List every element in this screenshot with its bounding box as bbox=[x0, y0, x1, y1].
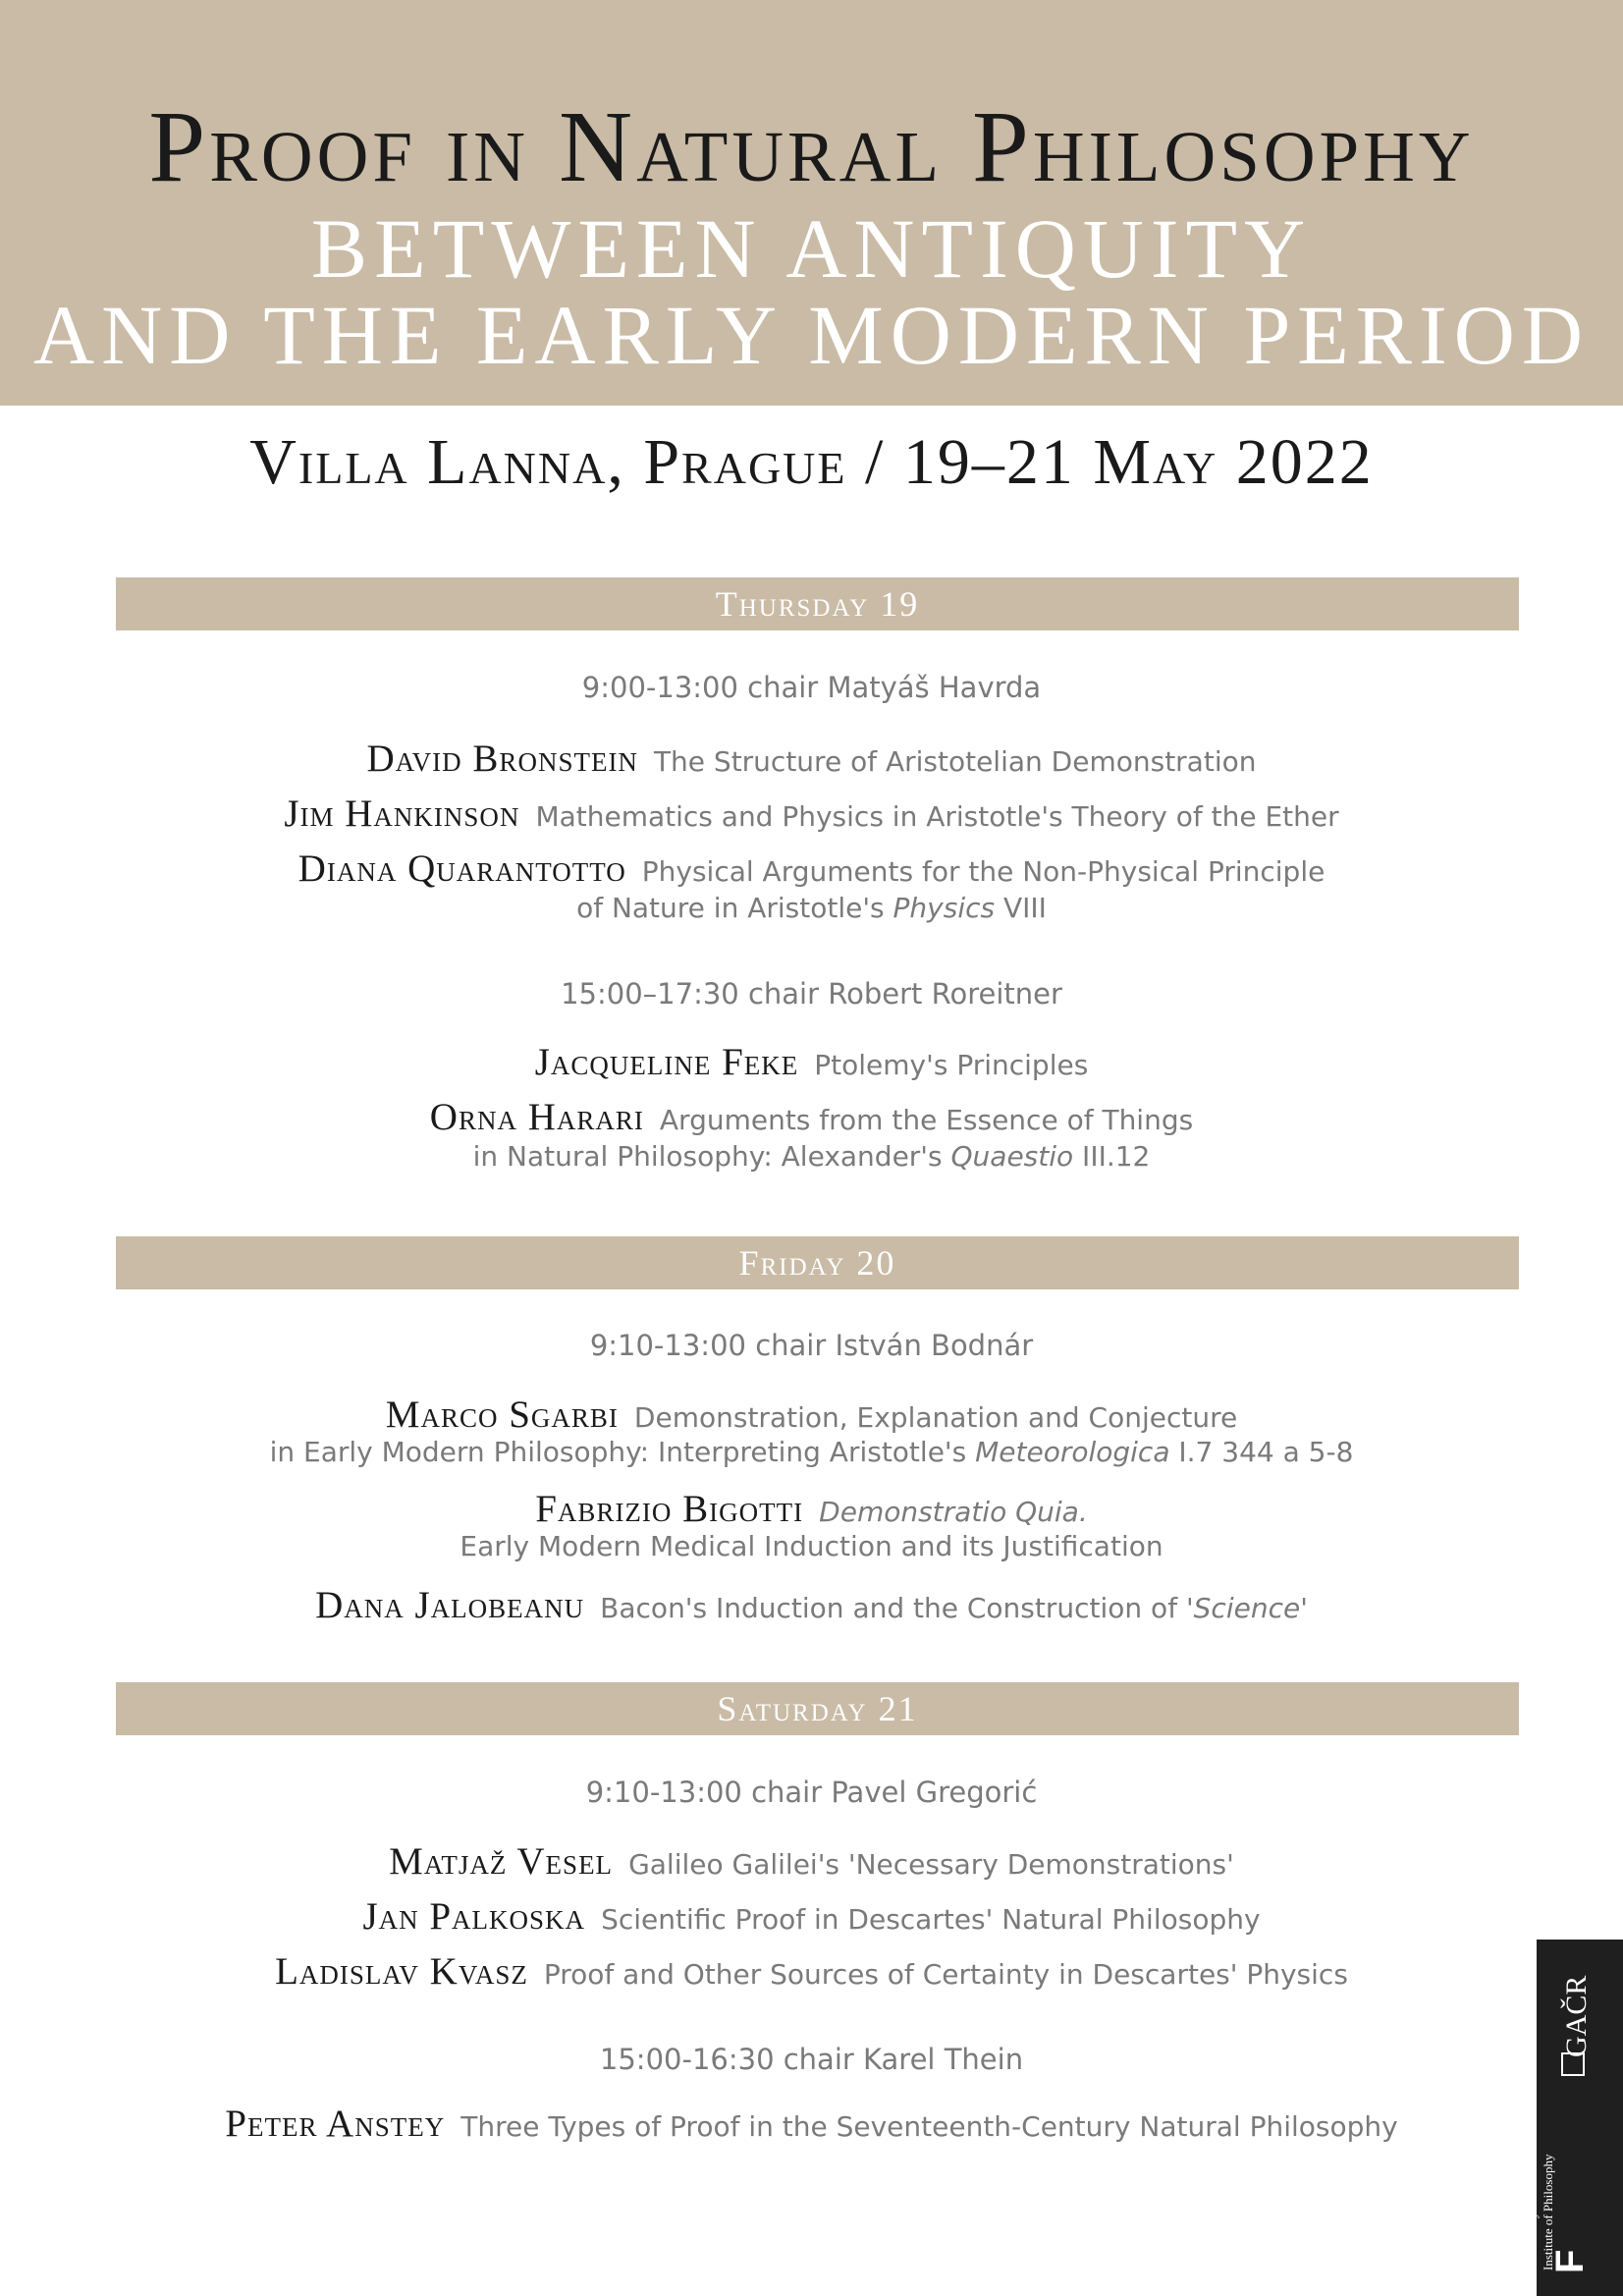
subtitle-line-2: AND THE EARLY MODERN PERIOD bbox=[32, 288, 1591, 382]
talk-item bbox=[0, 1040, 1623, 1086]
speaker-name: Ladislav Kvasz bbox=[275, 1950, 528, 1993]
header-banner bbox=[0, 0, 1623, 406]
session-time-chair: 15:00-16:30 chair Karel Thein bbox=[599, 2043, 1024, 2076]
talk-item bbox=[0, 792, 1623, 838]
talk-title: Proof and Other Sources of Certainty in Descartes' Physics bbox=[543, 1958, 1348, 1991]
institute-logo-text: Filosofický ústav AV ČR Institute of Philosophy bbox=[1525, 2143, 1555, 2270]
talk-title: Three Types of Proof in the Seventeenth-Century Natural Philosophy bbox=[460, 2110, 1398, 2143]
talk-title: Mathematics and Physics in Aristotle's Theory of the Ether bbox=[535, 800, 1339, 833]
talk-title: Physical Arguments for the Non-Physical Principle bbox=[641, 855, 1325, 888]
speaker-name: Jacqueline Feke bbox=[534, 1041, 799, 1083]
gacr-logo: GAČR bbox=[1560, 1975, 1593, 2057]
talk-title: Ptolemy's Principles bbox=[814, 1049, 1089, 1081]
speaker-name: Fabrizio Bigotti bbox=[535, 1488, 804, 1530]
talk-title-continuation: in Early Modern Philosophy: Interpreting Aristotle's Meteorologica I.7 344 a 5-8 bbox=[269, 1436, 1354, 1468]
talk-item bbox=[0, 847, 1623, 893]
talk-title: Galileo Galilei's 'Necessary Demonstrations' bbox=[628, 1848, 1234, 1881]
talk-item bbox=[0, 1894, 1623, 1941]
speaker-name: Diana Quarantotto bbox=[298, 847, 626, 890]
session-time-chair: 9:00-13:00 chair Matyáš Havrda bbox=[581, 671, 1042, 704]
session-time-chair: 15:00–17:30 chair Robert Roreitner bbox=[561, 977, 1062, 1011]
day-header-thursday: Thursday 19 bbox=[116, 577, 1519, 630]
day-header-friday: Friday 20 bbox=[116, 1236, 1519, 1289]
session-time-chair: 9:10-13:00 chair Pavel Gregorić bbox=[585, 1776, 1038, 1809]
talk-item bbox=[0, 1487, 1623, 1533]
speaker-name: Peter Anstey bbox=[225, 2103, 446, 2145]
institute-logo-mark: F bbox=[1548, 2249, 1592, 2273]
talk-item bbox=[0, 1095, 1623, 1141]
speaker-name: David Bronstein bbox=[366, 738, 638, 780]
talk-item bbox=[0, 1393, 1623, 1439]
talk-title: Demonstration, Explanation and Conjecture bbox=[633, 1401, 1238, 1434]
talk-title: Scientific Proof in Descartes' Natural Philosophy bbox=[601, 1903, 1261, 1936]
talk-title-continuation: in Natural Philosophy: Alexander's Quaestio III.12 bbox=[472, 1140, 1151, 1173]
talk-item bbox=[0, 1839, 1623, 1886]
session-time-chair: 9:10-13:00 chair István Bodnár bbox=[589, 1329, 1034, 1362]
speaker-name: Orna Harari bbox=[429, 1096, 644, 1138]
page-title: Proof in Natural Philosophy bbox=[148, 90, 1475, 203]
talk-item: Dana Jalobeanu Bacon's Induction and the Construction of 'Science' bbox=[315, 1584, 1308, 1626]
speaker-name: Jim Hankinson bbox=[284, 793, 520, 835]
talk-title: Arguments from the Essence of Things bbox=[659, 1104, 1194, 1136]
talk-title-continuation: Early Modern Medical Induction and its Justification bbox=[460, 1530, 1163, 1562]
venue-date: Villa Lanna, Prague / 19–21 May 2022 bbox=[249, 426, 1374, 498]
talk-item bbox=[0, 737, 1623, 783]
talk-item bbox=[0, 2102, 1623, 2148]
talk-title: The Structure of Aristotelian Demonstration bbox=[653, 745, 1257, 778]
subtitle-line-1: BETWEEN ANTIQUITY bbox=[310, 201, 1313, 296]
speaker-name: Matjaž Vesel bbox=[389, 1840, 614, 1883]
talk-title: Demonstratio Quia. bbox=[819, 1496, 1088, 1528]
speaker-name: Jan Palkoska bbox=[362, 1895, 586, 1938]
talk-title-continuation: of Nature in Aristotle's Physics VIII bbox=[576, 892, 1047, 924]
day-header-saturday: Saturday 21 bbox=[116, 1682, 1519, 1735]
speaker-name: Dana Jalobeanu bbox=[315, 1584, 585, 1626]
talk-item bbox=[0, 1949, 1623, 1995]
speaker-name: Marco Sgarbi bbox=[385, 1394, 619, 1436]
gacr-emblem-icon bbox=[1561, 2052, 1585, 2076]
talk-title: Bacon's Induction and the Construction of bbox=[600, 1592, 1186, 1624]
